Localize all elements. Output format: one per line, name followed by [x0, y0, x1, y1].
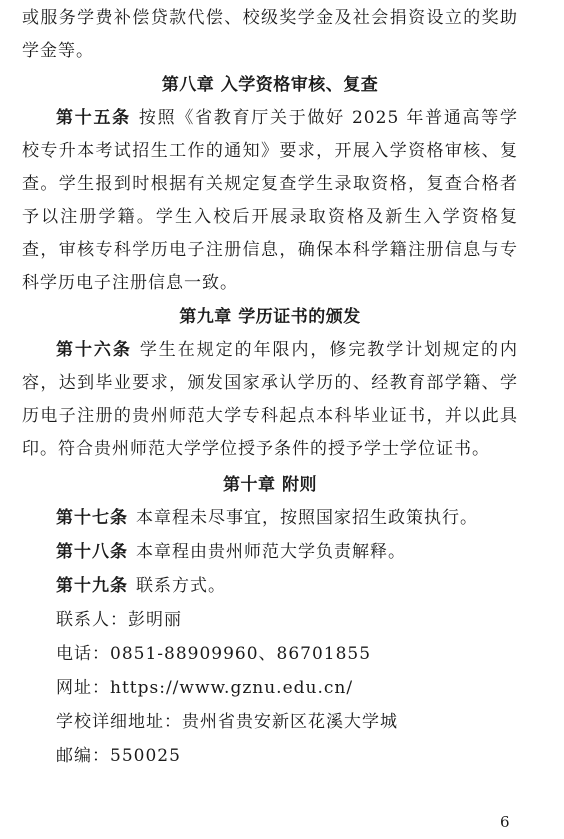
article16-label: 第十六条 [56, 340, 132, 360]
contact-person: 联系人：彭明丽 [56, 610, 182, 630]
article15-label: 第十五条 [56, 108, 131, 128]
contact-postcode: 邮编：550025 [56, 746, 181, 766]
document-body [22, 0, 518, 773]
contact-phone: 电话：0851-88909960、86701855 [56, 644, 372, 664]
article17-text: 本章程未尽事宜，按照国家招生政策执行。 [136, 508, 478, 528]
article19-label: 第十九条 [56, 576, 128, 596]
chapter10-title: 第十章 附则 [223, 475, 317, 495]
page-number: 6 [500, 813, 510, 831]
article15-paragraph [22, 102, 518, 300]
article19-paragraph [22, 570, 518, 603]
article16-text: 学生在规定的年限内，修完教学计划规定的内容，达到毕业要求，颁发国家承认学历的、经教育部学籍、学历电子注册的贵州师范大学专科起点本科毕业证书，并以此具印。符合贵州师范大学学位授予条件的授予学士学位证书。 [22, 340, 519, 459]
intro-continuation: 或服务学费补偿贷款代偿、校级奖学金及社会捐资设立的奖助学金等。 [22, 8, 518, 61]
article18-paragraph [22, 536, 518, 569]
contact-website: 网址：https://www.gznu.edu.cn/ [56, 678, 354, 698]
article18-label: 第十八条 [56, 542, 128, 562]
article15-text: 按照《省教育厅关于做好 2025 年普通高等学校专升本考试招生工作的通知》要求，开展入学资格审核、复查。学生报到时根据有关规定复查学生录取资格，复查合格者予以注册学籍。学生入校后开展录取资格及新生入学资格复查，审核专科学历电子注册信息，确保本科学籍注册信息与专科学历电子注册信息一致。 [22, 108, 519, 293]
contact-address: 学校详细地址：贵州省贵安新区花溪大学城 [56, 712, 398, 732]
article18-text: 本章程由贵州师范大学负责解释。 [136, 542, 406, 562]
chapter8-title: 第八章 入学资格审核、复查 [161, 75, 379, 95]
article16-paragraph [22, 334, 518, 466]
article17-paragraph [22, 502, 518, 535]
article17-label: 第十七条 [56, 508, 128, 528]
article19-text: 联系方式。 [136, 576, 226, 596]
chapter9-title: 第九章 学历证书的颁发 [179, 307, 361, 327]
